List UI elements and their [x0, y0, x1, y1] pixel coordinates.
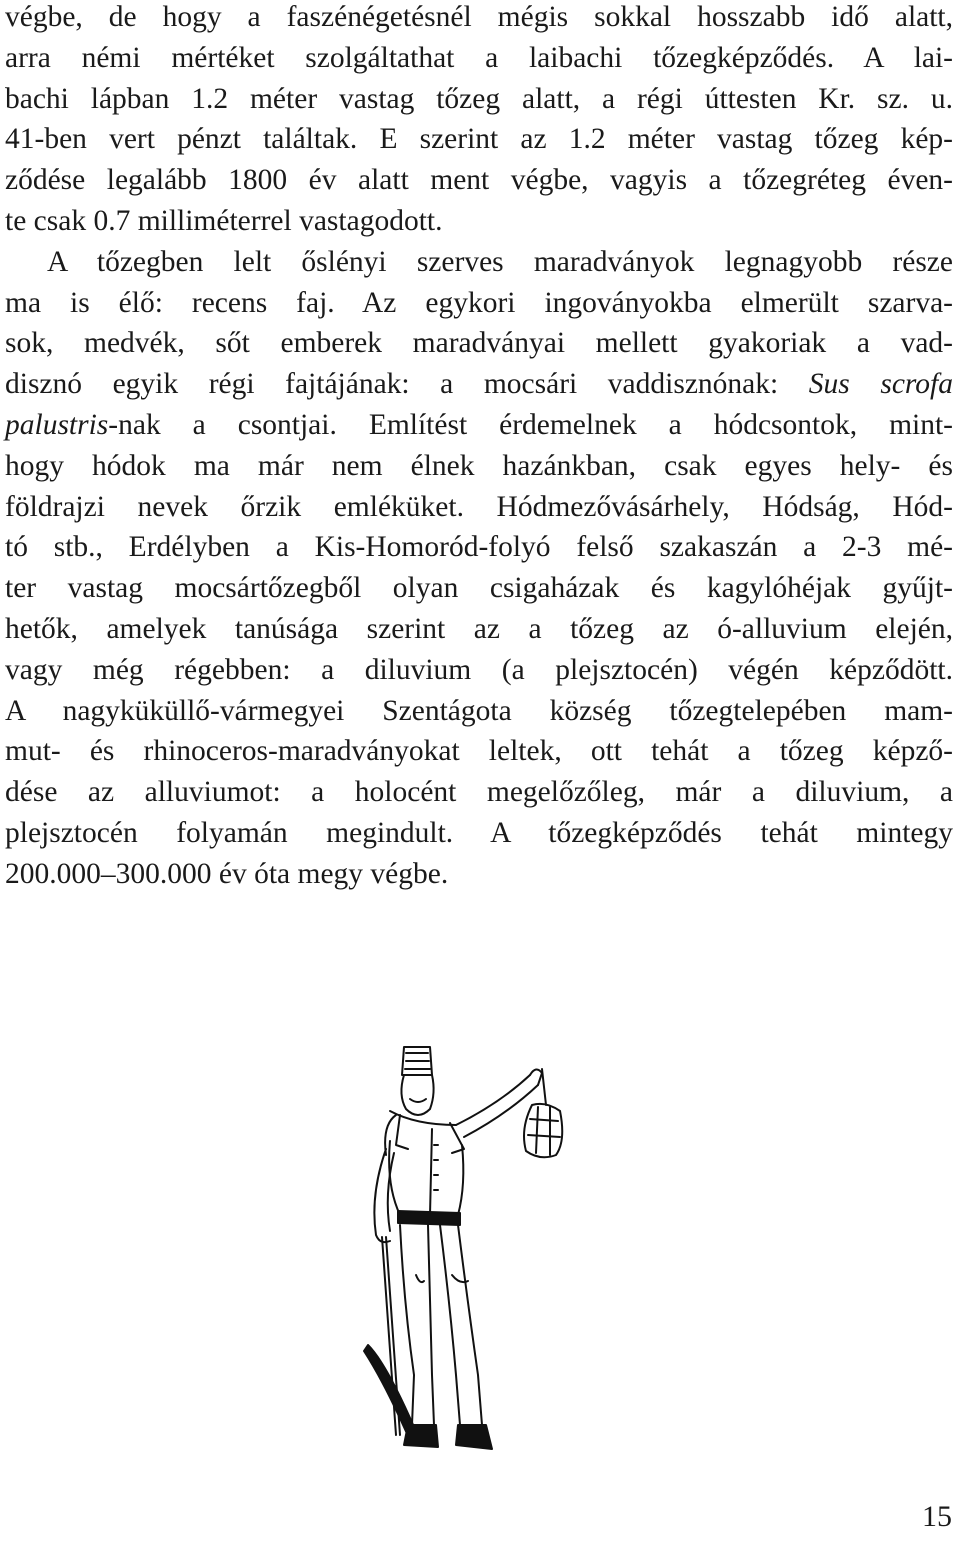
text-line: hogy hódok ma már nem élnek hazánkban, csak egyes hely- és: [5, 449, 953, 482]
species-name: palustris: [5, 408, 109, 441]
text-line: te csak 0.7 milliméterrel vastagodott.: [5, 204, 443, 237]
text-line: földrajzi nevek őrzik emléküket. Hódmezővásárhely, Hódság, Hód-: [5, 490, 953, 523]
page-number: 15: [922, 1500, 952, 1533]
text-line: [5, 405, 953, 446]
text-line: ma is élő: recens faj. Az egykori ingoványokba elmerült szarva-: [5, 286, 953, 319]
text-line: bachi lápban 1.2 méter vastag tőzeg alatt, a régi úttesten Kr. sz. u.: [5, 82, 953, 115]
text-line: A nagyküküllő-vármegyei Szentágota község tőzegtelepében mam-: [5, 694, 953, 727]
paragraph-start-line: A tőzegben lelt őslényi szerves maradványok legnagyobb része: [47, 245, 953, 278]
text-line: hetők, amelyek tanúsága szerint az a tőzeg az ó-alluvium elején,: [5, 612, 953, 645]
text-fragment: disznó egyik régi fajtájának: a mocsári vaddisznónak:: [5, 368, 779, 401]
text-line: 41-ben vert pénzt találtak. E szerint az 1.2 méter vastag tőzeg kép-: [5, 123, 953, 156]
text-line: ter vastag mocsártőzegből olyan csigaházak és kagylóhéjak gyűjt-: [5, 572, 953, 605]
text-line: arra némi mértéket szolgáltathat a laibachi tőzegképződés. A lai-: [5, 41, 953, 74]
text-fragment: -nak a csontjai. Említést érdemelnek a hódcsontok, mint-: [108, 408, 953, 441]
body-text: [5, 0, 953, 895]
text-line: mut- és rhinoceros-maradványokat leltek, ott tehát a tőzeg képző-: [5, 735, 953, 768]
text-line: végbe, de hogy a faszénégetésnél mégis sokkal hosszabb idő alatt,: [5, 1, 953, 33]
text-line: ződése legalább 1800 év alatt ment végbe, vagyis a tőzegréteg éven-: [5, 164, 953, 197]
text-line: sok, medvék, sőt emberek maradványai mellett gyakoriak a vad-: [5, 327, 953, 360]
text-line: [5, 364, 953, 405]
text-line: tó stb., Erdélyben a Kis-Homoród-folyó felső szakaszán a 2-3 mé-: [5, 531, 953, 564]
text-line: 200.000–300.000 év óta megy végbe.: [5, 857, 449, 890]
soldier-with-pickaxe-illustration: [360, 1045, 600, 1455]
text-line: plejsztocén folyamán megindult. A tőzegképződés tehát mintegy: [5, 816, 953, 849]
text-line: vagy még régebben: a diluvium (a plejsztocén) végén képződött.: [5, 653, 953, 686]
species-name: Sus scrofa: [808, 368, 954, 401]
text-line: dése az alluviumot: a holocént megelőzőleg, már a diluvium, a: [5, 776, 953, 809]
